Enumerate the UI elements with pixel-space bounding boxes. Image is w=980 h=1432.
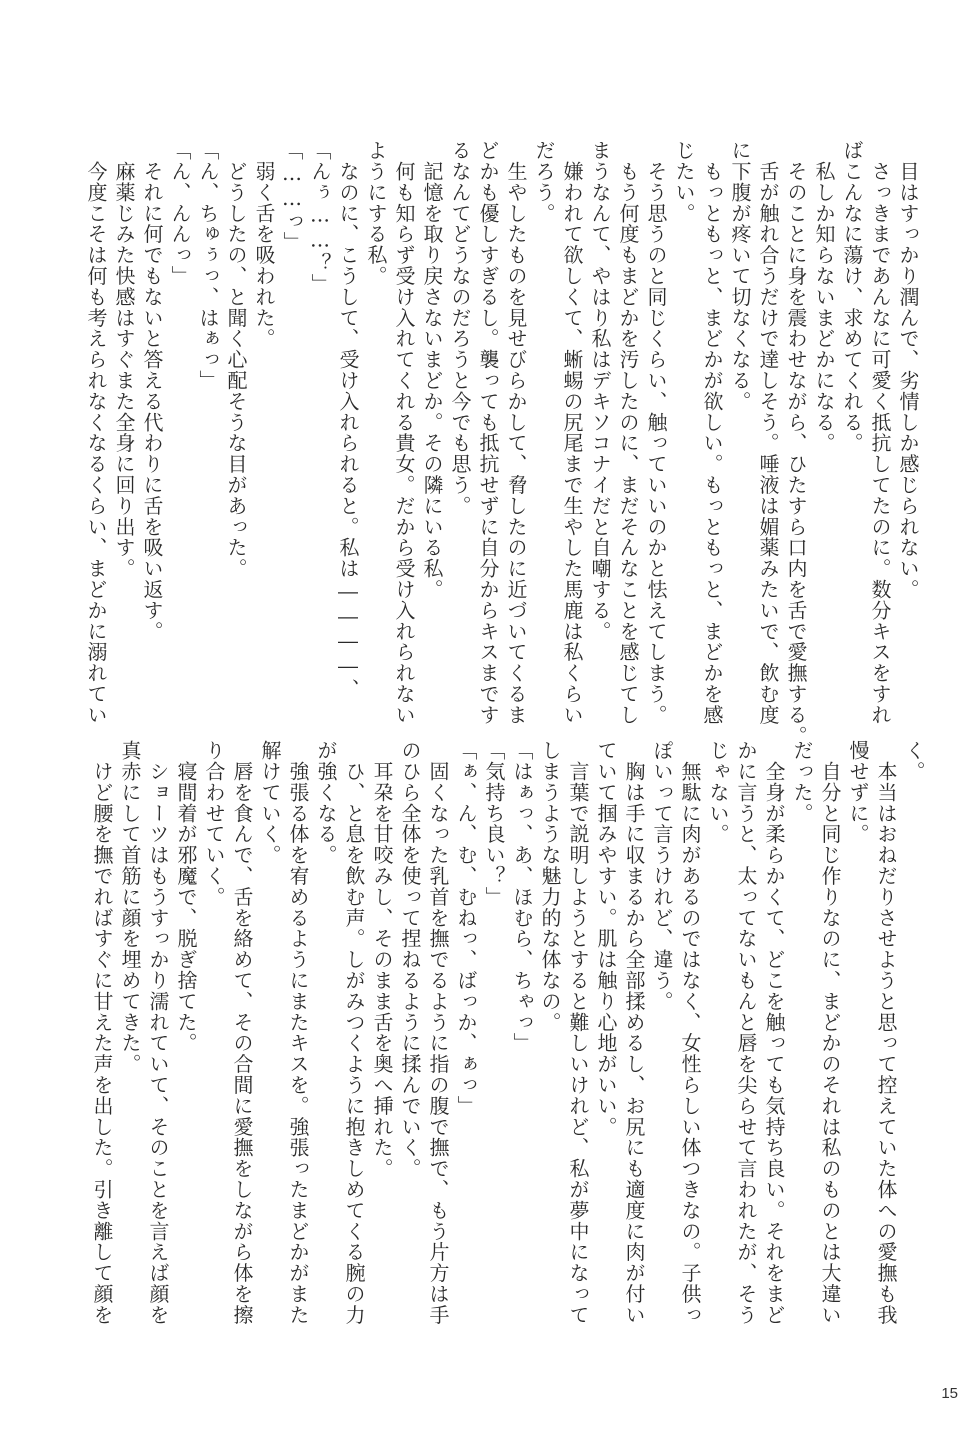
text-line: 本当はおねだりさせようと思って控えていた体への愛撫も我 [874, 740, 898, 1326]
text-line: く。 [902, 740, 926, 782]
text-line: だった。 [790, 740, 814, 824]
text-line: だろう。 [532, 140, 556, 224]
text-line: ばこんなに蕩け、求めてくれる。 [840, 140, 864, 454]
text-line: 何も知らず受け入れてくれる貴女。だから受け入れられない [392, 140, 416, 726]
text-line: 記憶を取り戻さないまどか。その隣にいる私。 [420, 140, 444, 600]
text-line: に下腹が疼いて切なくなる。 [728, 140, 752, 412]
text-line: のひら全体を使って捏ねるように揉んでいく。 [398, 740, 422, 1179]
text-block-bottom [88, 740, 928, 1326]
text-line: 「んぅ……？」 [308, 140, 332, 295]
text-line: さっきまであんなに可愛く抵抗してたのに。数分キスをすれ [868, 140, 892, 726]
text-line: 「はぁっ、あ、ほむら、ちゃっ」 [510, 740, 534, 1054]
text-line: 自分と同じ作りなのに、まどかのそれは私のものとは大違い [818, 740, 842, 1326]
text-line: 「ぁ、ん、む、むねっ、ばっか、ぁっ」 [454, 740, 478, 1117]
text-line: 「ん、んんっ」 [168, 140, 192, 287]
text-line: 強張る体を宥めるようにまたキスを。強張ったまどかがまた [286, 740, 310, 1326]
text-line: 無駄に肉があるのではなく、女性らしい体つきなの。子供っ [678, 740, 702, 1326]
text-line: 「……っ」 [280, 140, 304, 253]
page-number: 15 [941, 1385, 958, 1402]
text-line: じゃない。 [706, 740, 730, 845]
text-line: しまうような魅力的な体なの。 [538, 740, 562, 1033]
text-block-top [84, 140, 922, 747]
text-line: 弱く舌を吸われた。 [252, 140, 276, 349]
text-line: どうしたの、と聞く心配そうな目があった。 [224, 140, 248, 579]
text-line: 慢せずに。 [846, 740, 870, 845]
text-line: 生やしたものを見せびらかして、脅したのに近づいてくるま [504, 140, 528, 726]
text-line: どかも優しすぎるし。襲っても抵抗せずに自分からキスまです [476, 140, 500, 726]
text-line: 「気持ち良い？」 [482, 740, 506, 908]
text-line: そのことに身を震わせながら、ひたすら口内を舌で愛撫する。 [784, 140, 808, 747]
text-line: まうなんて、やはり私はデキソコナイだと自嘲する。 [588, 140, 612, 642]
text-line: るなんてどうなのだろうと今でも思う。 [448, 140, 472, 517]
text-line: ショーツはもうすっかり濡れていて、そのことを言えば顔を [146, 740, 170, 1326]
text-line: もっともっと、まどかが欲しい。もっともっと、まどかを感 [700, 140, 724, 726]
text-line: 全身が柔らかくて、どこを触っても気持ち良い。それをまど [762, 740, 786, 1326]
text-line: けど腰を撫でればすぐに甘えた声を出した。引き離して顔を [90, 740, 114, 1326]
text-line: 耳朶を甘咬みし、そのまま舌を奥へ挿れた。 [370, 740, 394, 1179]
text-line: もう何度もまどかを汚したのに、まだそんなことを感じてし [616, 140, 640, 726]
text-line: 寝間着が邪魔で、脱ぎ捨てた。 [174, 740, 198, 1054]
text-line: かに言うと、太ってないもんと唇を尖らせて言われたが、そう [734, 740, 758, 1326]
text-line: なのに、こうして、受け入れられると。私は――――、 [336, 140, 360, 700]
text-line: 麻薬じみた快感はすぐまた全身に回り出す。 [112, 140, 136, 579]
text-line: それに何でもないと答える代わりに舌を吸い返す。 [140, 140, 164, 642]
text-line: そう思うのと同じくらい、触っていいのかと怯えてしまう。 [644, 140, 668, 726]
text-line: ようにする私。 [364, 140, 388, 287]
text-line: り合わせていく。 [202, 740, 226, 908]
text-line: ていて掴みやすい。肌は触り心地がいい。 [594, 740, 618, 1138]
text-line: 固くなった乳首を撫でるように指の腹で撫で、もう片方は手 [426, 740, 450, 1326]
text-line: 今度こそは何も考えられなくなるくらい、まどかに溺れてい [84, 140, 108, 726]
text-line: 真赤にして首筋に顔を埋めてきた。 [118, 740, 142, 1075]
text-line: 言葉で説明しようとすると難しいけれど、私が夢中になって [566, 740, 590, 1326]
text-line: 「ん、ちゅぅっ、はぁっ」 [196, 140, 220, 391]
text-line: ひ、と息を飲む声。しがみつくように抱きしめてくる腕の力 [342, 740, 366, 1326]
text-line: 私しか知らないまどかになる。 [812, 140, 836, 454]
text-line: じたい。 [672, 140, 696, 224]
text-line: 解けていく。 [258, 740, 282, 866]
text-line: 唇を食んで、舌を絡めて、その合間に愛撫をしながら体を擦 [230, 740, 254, 1326]
text-line: ぽいって言うけれど、違う。 [650, 740, 674, 1012]
text-line: が強くなる。 [314, 740, 338, 866]
text-line: 舌が触れ合うだけで達しそう。唾液は媚薬みたいで、飲む度 [756, 140, 780, 726]
text-line: 胸は手に収まるから全部揉めるし、お尻にも適度に肉が付い [622, 740, 646, 1326]
text-line: 目はすっかり潤んで、劣情しか感じられない。 [896, 140, 920, 600]
text-line: 嫌われて欲しくて、蜥蜴の尻尾まで生やした馬鹿は私くらい [560, 140, 584, 726]
